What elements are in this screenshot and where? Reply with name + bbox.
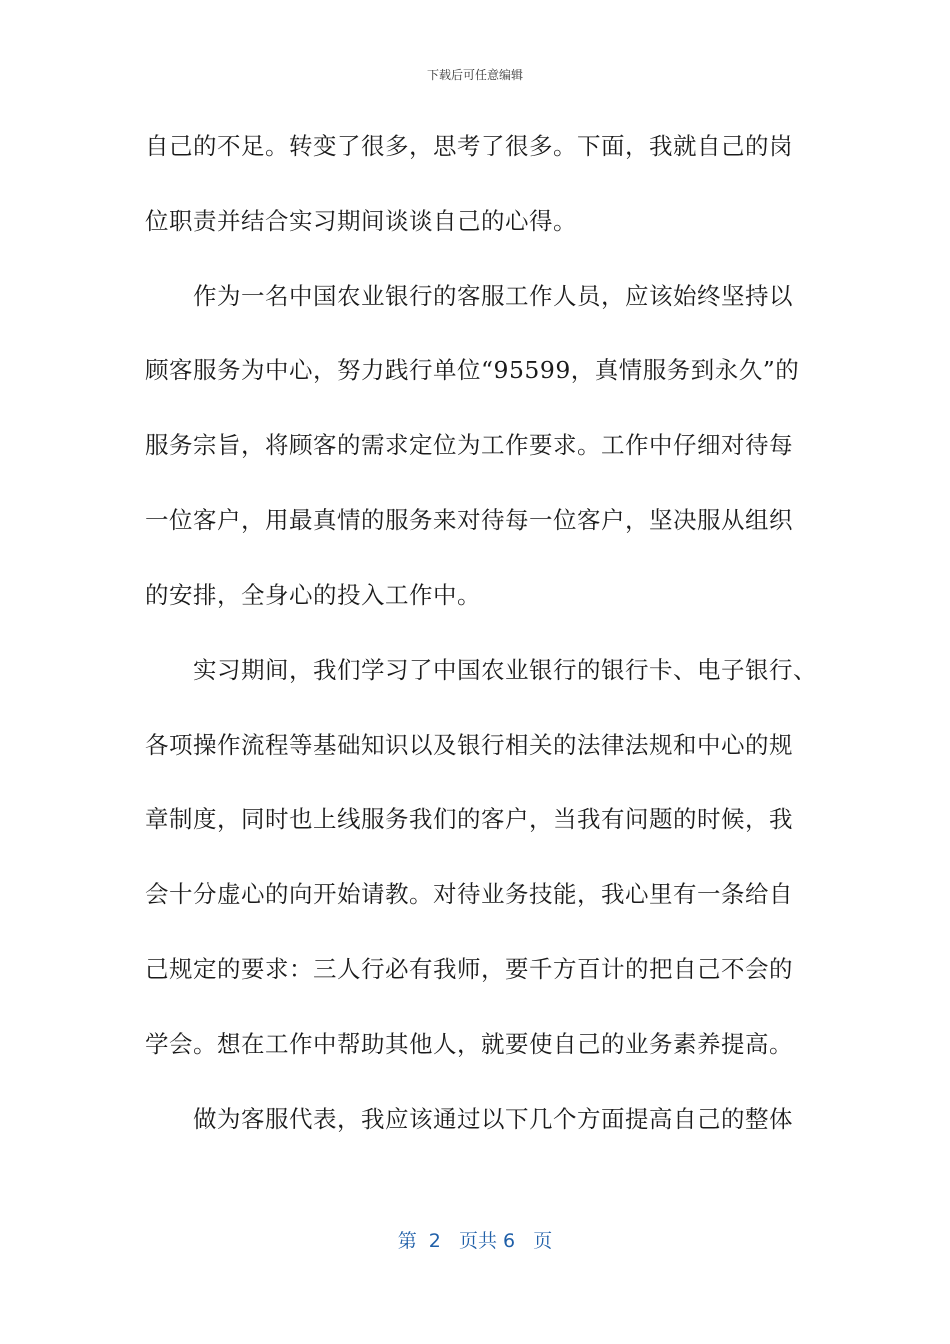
text-line: 做为客服代表，我应该通过以下几个方面提高自己的整体: [193, 1105, 793, 1133]
text-line: 作为一名中国农业银行的客服工作人员，应该始终坚持以: [193, 282, 793, 310]
page-header: 下载后可任意编辑: [426, 68, 523, 82]
text-line: 各项操作流程等基础知识以及银行相关的法律法规和中心的规: [145, 731, 793, 759]
text-line: 学会。想在工作中帮助其他人，就要使自己的业务素养提高。: [145, 1030, 793, 1058]
text-line: 会十分虚心的向开始请教。对待业务技能，我心里有一条给自: [145, 880, 793, 908]
text-line: 位职责并结合实习期间谈谈自己的心得。: [145, 207, 577, 235]
text-line: 己规定的要求：三人行必有我师，要千方百计的把自己不会的: [145, 955, 793, 983]
text-line: 一位客户，用最真情的服务来对待每一位客户，坚决服从组织: [145, 506, 793, 534]
text-line: 章制度，同时也上线服务我们的客户，当我有问题的时候，我: [145, 805, 793, 833]
text-line: 的安排，全身心的投入工作中。: [145, 581, 481, 609]
text-line: 自己的不足。转变了很多，思考了很多。下面，我就自己的岗: [145, 132, 793, 160]
text-line: 顾客服务为中心，努力践行单位“95599，真情服务到永久”的: [145, 356, 800, 384]
text-line: 服务宗旨，将顾客的需求定位为工作要求。工作中仔细对待每: [145, 431, 793, 459]
text-line: 实习期间，我们学习了中国农业银行的银行卡、电子银行、: [193, 656, 817, 684]
page-number-footer: 第 2 页共 6 页: [397, 1230, 553, 1252]
